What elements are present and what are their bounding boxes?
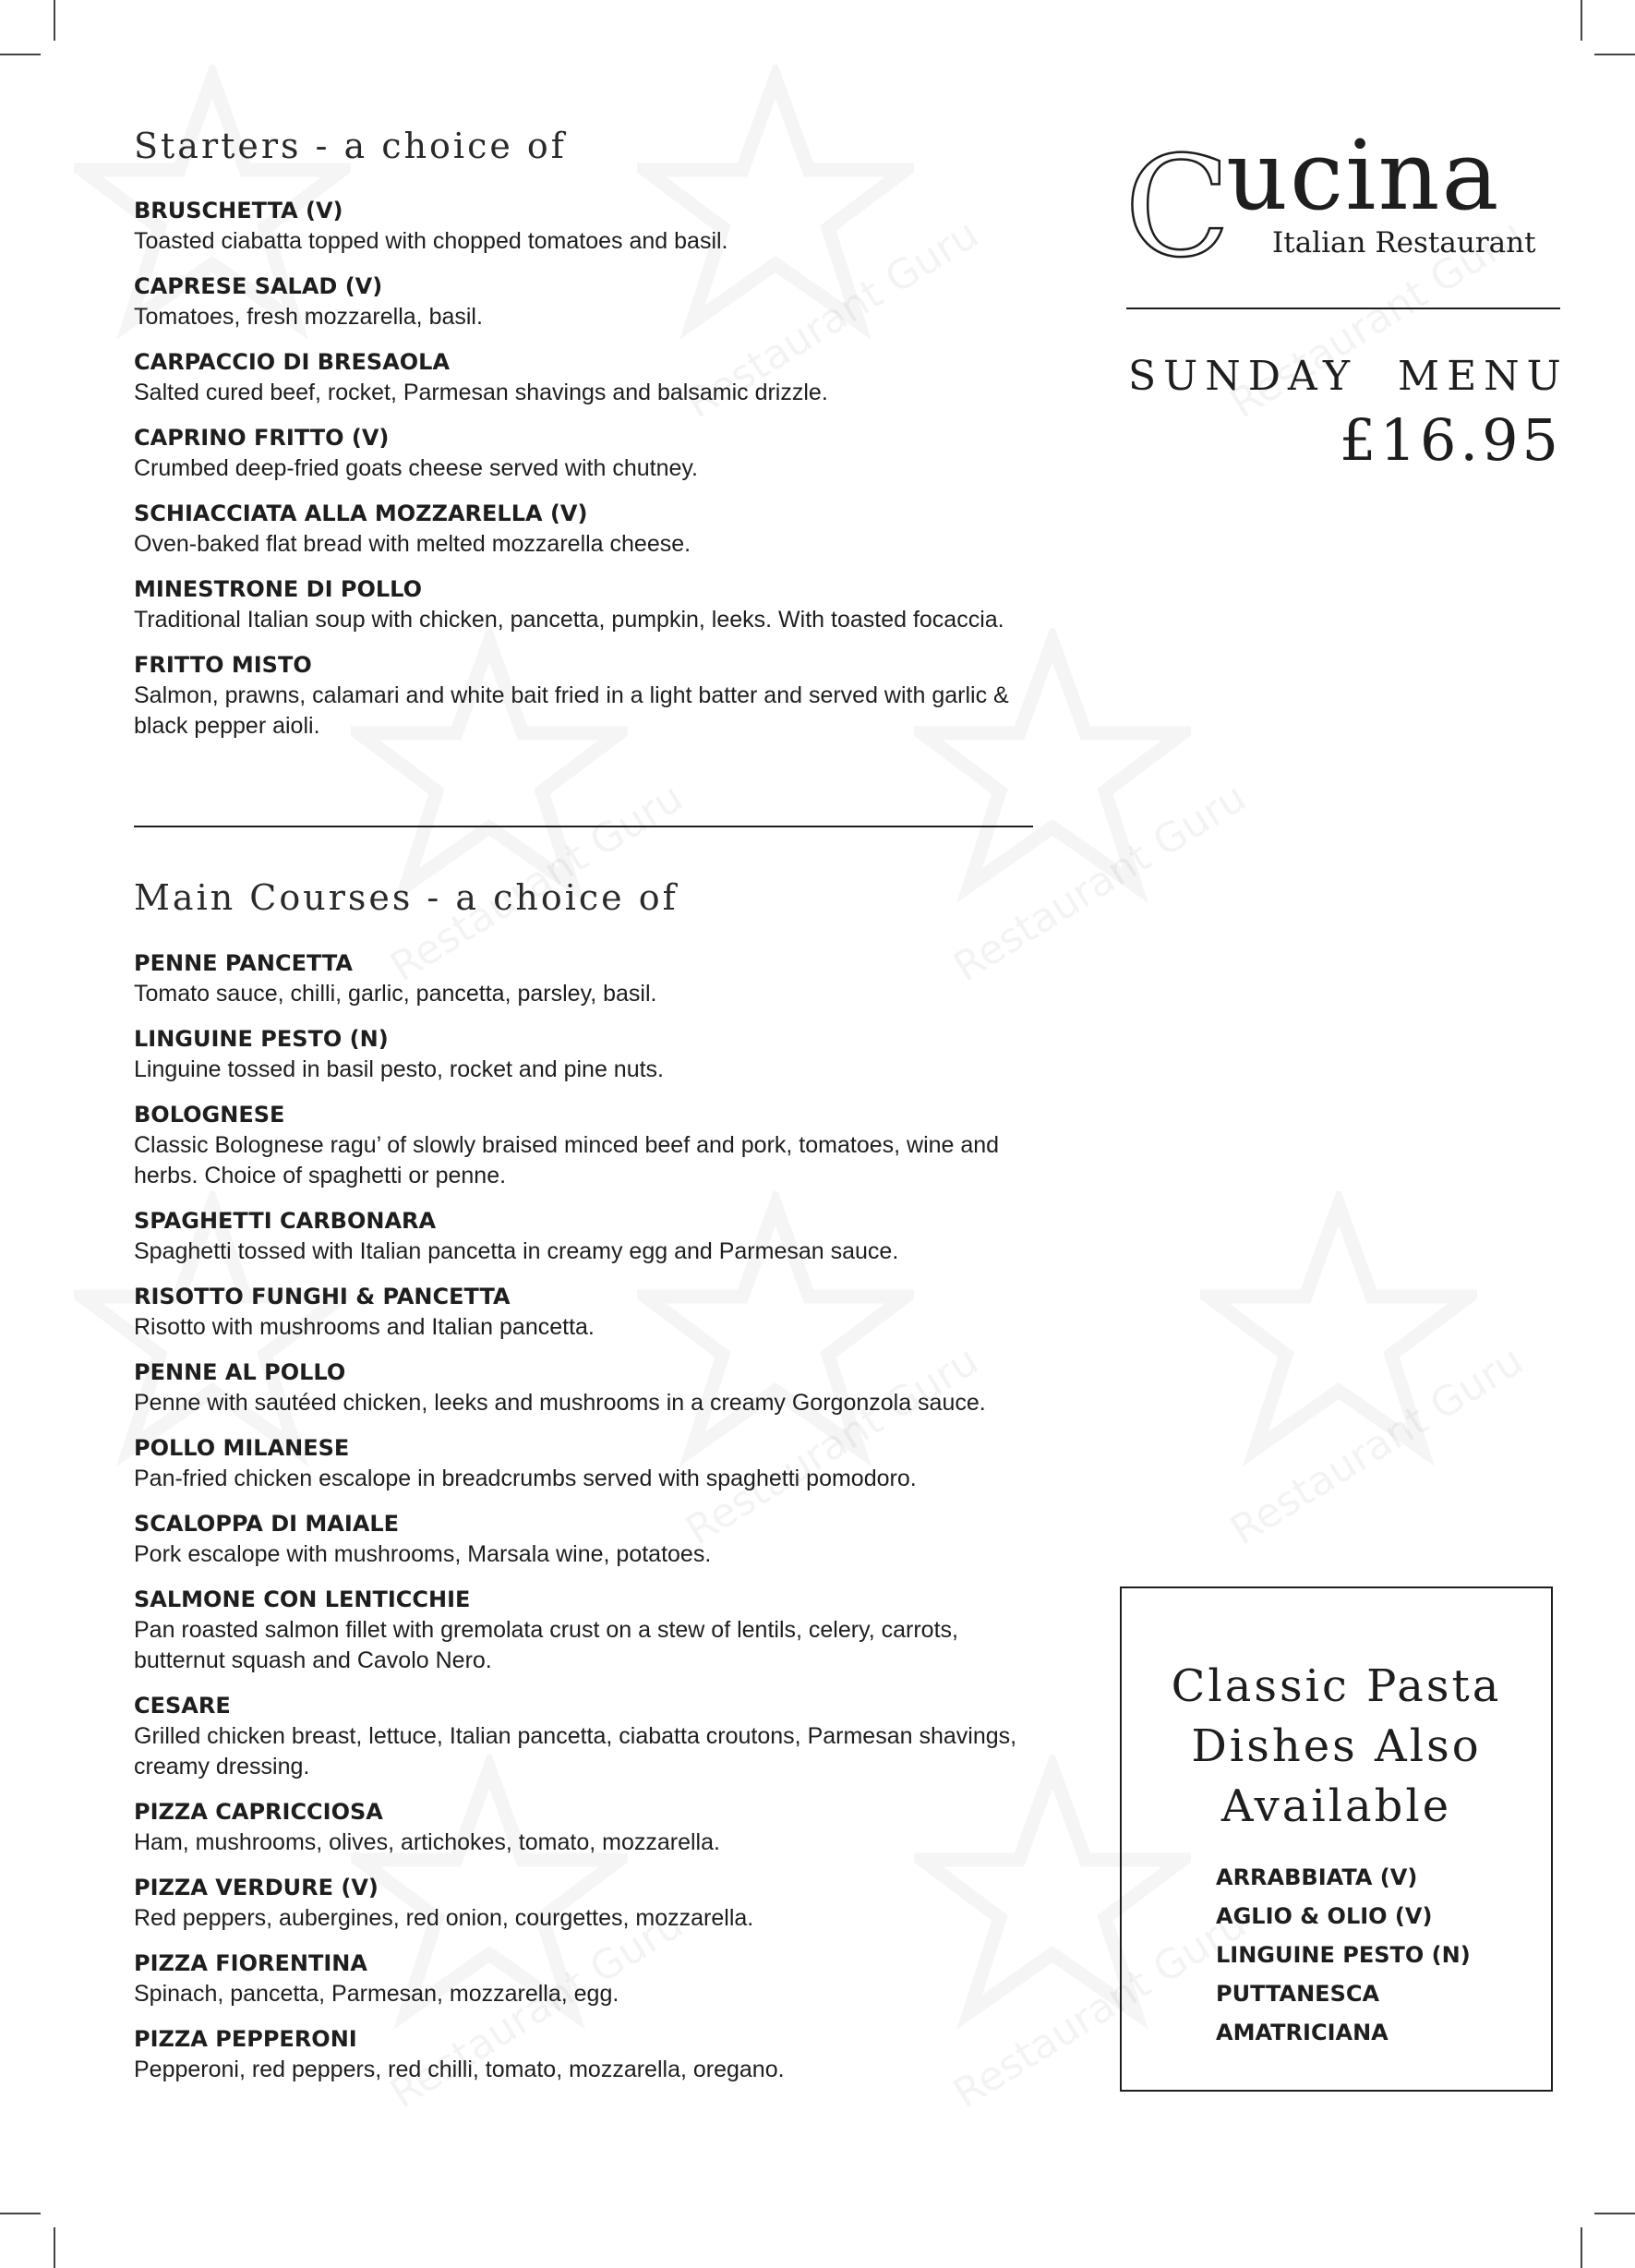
crop-mark	[0, 54, 41, 55]
menu-item-name: MINESTRONE DI POLLO	[134, 576, 422, 602]
crop-mark	[0, 2213, 41, 2214]
menu-item	[134, 423, 1043, 484]
menu-item-description: Oven-baked flat bread with melted mozzarella cheese.	[134, 531, 691, 557]
menu-title: SUNDAY MENU	[1128, 353, 1569, 400]
menu-item	[134, 650, 1043, 742]
crop-mark	[54, 0, 55, 41]
logo-initial: C	[1124, 127, 1231, 288]
menu-item	[134, 2024, 1043, 2085]
menu-item-name: SALMONE CON LENTICCHIE	[134, 1586, 471, 1612]
menu-item	[134, 1357, 1043, 1418]
menu-item	[134, 1206, 1043, 1267]
classic-pasta-title	[1122, 1657, 1551, 1837]
menu-item-description: Pan-fried chicken escalope in breadcrumbs served with spaghetti pomodoro.	[134, 1466, 917, 1491]
menu-item-description: Penne with sautéed chicken, leeks and mushrooms in a creamy Gorgonzola sauce.	[134, 1390, 986, 1416]
menu-item-description: Tomato sauce, chilli, garlic, pancetta, parsley, basil.	[134, 981, 657, 1007]
mains-title: Main Courses - a choice of	[134, 877, 679, 918]
menu-item-description: Pan roasted salmon fillet with gremolata crust on a stew of lentils, celery, carrots, butternut squash and Cavolo Nero.	[134, 1617, 958, 1673]
menu-item-name: CAPRINO FRITTO (V)	[134, 425, 390, 451]
menu-item-name: BRUSCHETTA (V)	[134, 198, 343, 223]
classic-pasta-box	[1120, 1586, 1553, 2092]
menu-item	[134, 499, 1043, 560]
menu-item-description: Spaghetti tossed with Italian pancetta in creamy egg and Parmesan sauce.	[134, 1238, 899, 1264]
menu-item-description: Linguine tossed in basil pesto, rocket and pine nuts.	[134, 1056, 664, 1082]
crop-mark	[1594, 2213, 1635, 2214]
watermark-text	[1222, 1337, 1532, 1555]
classic-pasta-item: LINGUINE PESTO (N)	[1216, 1942, 1471, 1968]
menu-item-name: PENNE AL POLLO	[134, 1359, 346, 1385]
classic-pasta-title-line: Classic Pasta	[1171, 1660, 1502, 1712]
menu-item	[134, 948, 1043, 1009]
menu-item-name: RISOTTO FUNGHI & PANCETTA	[134, 1284, 511, 1309]
crop-mark	[1594, 54, 1635, 55]
menu-item-name: FRITTO MISTO	[134, 652, 312, 678]
fork-star-watermark-icon	[1200, 1191, 1477, 1468]
menu-item-description: Crumbed deep-fried goats cheese served with chutney.	[134, 455, 698, 481]
menu-item-description: Pork escalope with mushrooms, Marsala wine, potatoes.	[134, 1541, 712, 1567]
menu-item-description: Pepperoni, red peppers, red chilli, tomato, mozzarella, oregano.	[134, 2057, 785, 2082]
menu-item-description: Tomatoes, fresh mozzarella, basil.	[134, 304, 483, 330]
menu-item-description: Traditional Italian soup with chicken, pancetta, pumpkin, leeks. With toasted focaccia.	[134, 607, 1004, 633]
menu-item	[134, 574, 1043, 635]
menu-item	[134, 1433, 1043, 1494]
menu-item	[134, 1024, 1043, 1085]
classic-pasta-item: PUTTANESCA	[1216, 1981, 1380, 2007]
classic-pasta-title-line: Available	[1220, 1780, 1452, 1832]
crop-mark	[54, 2227, 55, 2268]
menu-item-name: LINGUINE PESTO (N)	[134, 1026, 389, 1052]
menu-item	[134, 347, 1043, 408]
menu-item	[134, 1585, 1043, 1676]
menu-item-name: SCHIACCIATA ALLA MOZZARELLA (V)	[134, 501, 588, 526]
menu-item-name: CARPACCIO DI BRESAOLA	[134, 349, 451, 375]
menu-item-description: Salted cured beef, rocket, Parmesan shavings and balsamic drizzle.	[134, 380, 828, 405]
crop-mark	[1581, 2227, 1582, 2268]
menu-item-name: POLLO MILANESE	[134, 1435, 350, 1461]
menu-item-name: BOLOGNESE	[134, 1102, 285, 1128]
section-divider	[134, 826, 1033, 827]
menu-item	[134, 1282, 1043, 1343]
menu-item	[134, 196, 1043, 257]
menu-item-description: Toasted ciabatta topped with chopped tomatoes and basil.	[134, 228, 728, 254]
mains-list	[134, 948, 1043, 2100]
classic-pasta-title-line: Dishes Also	[1191, 1720, 1482, 1772]
logo-wordmark: ucina	[1226, 119, 1501, 232]
classic-pasta-list	[1216, 1858, 1471, 2052]
logo-divider	[1126, 308, 1560, 309]
starters-list	[134, 196, 1043, 756]
menu-item	[134, 1691, 1043, 1782]
menu-item-description: Ham, mushrooms, olives, artichokes, tomato, mozzarella.	[134, 1829, 720, 1855]
logo-subtitle: Italian Restaurant	[1272, 226, 1536, 259]
menu-item-name: PIZZA CAPRICCIOSA	[134, 1799, 383, 1825]
classic-pasta-item: AGLIO & OLIO (V)	[1216, 1903, 1433, 1929]
menu-item-name: PIZZA PEPPERONI	[134, 2026, 357, 2052]
menu-item-description: Salmon, prawns, calamari and white bait fried in a light batter and served with garlic & black pepper aioli.	[134, 682, 1009, 739]
classic-pasta-item: ARRABBIATA (V)	[1216, 1864, 1418, 1890]
starters-title: Starters - a choice of	[134, 126, 567, 166]
menu-item	[134, 1100, 1043, 1191]
classic-pasta-item: AMATRICIANA	[1216, 2020, 1389, 2045]
menu-item-description: Spinach, pancetta, Parmesan, mozzarella, egg.	[134, 1981, 619, 2007]
menu-price: £16.95	[1340, 406, 1562, 474]
menu-item-description: Red peppers, aubergines, red onion, courgettes, mozzarella.	[134, 1905, 754, 1931]
menu-item-name: PIZZA VERDURE (V)	[134, 1875, 379, 1900]
menu-item	[134, 1873, 1043, 1934]
menu-item-name: PENNE PANCETTA	[134, 950, 353, 976]
menu-item-name: SPAGHETTI CARBONARA	[134, 1208, 437, 1234]
menu-item	[134, 1797, 1043, 1858]
menu-item-name: CESARE	[134, 1693, 231, 1719]
menu-item-description: Classic Bolognese ragu’ of slowly braised minced beef and pork, tomatoes, wine and herbs. Choice of spaghetti or penne.	[134, 1132, 1000, 1188]
menu-item-name: SCALOPPA DI MAIALE	[134, 1511, 400, 1537]
menu-item-name: PIZZA FIORENTINA	[134, 1950, 367, 1976]
menu-item-name: CAPRESE SALAD (V)	[134, 273, 383, 299]
menu-item	[134, 1509, 1043, 1570]
menu-item-description: Risotto with mushrooms and Italian pancetta.	[134, 1314, 595, 1340]
menu-item-description: Grilled chicken breast, lettuce, Italian pancetta, ciabatta croutons, Parmesan shavings, creamy dressing.	[134, 1723, 1017, 1779]
crop-mark	[1581, 0, 1582, 41]
menu-item	[134, 271, 1043, 332]
menu-item	[134, 1948, 1043, 2009]
